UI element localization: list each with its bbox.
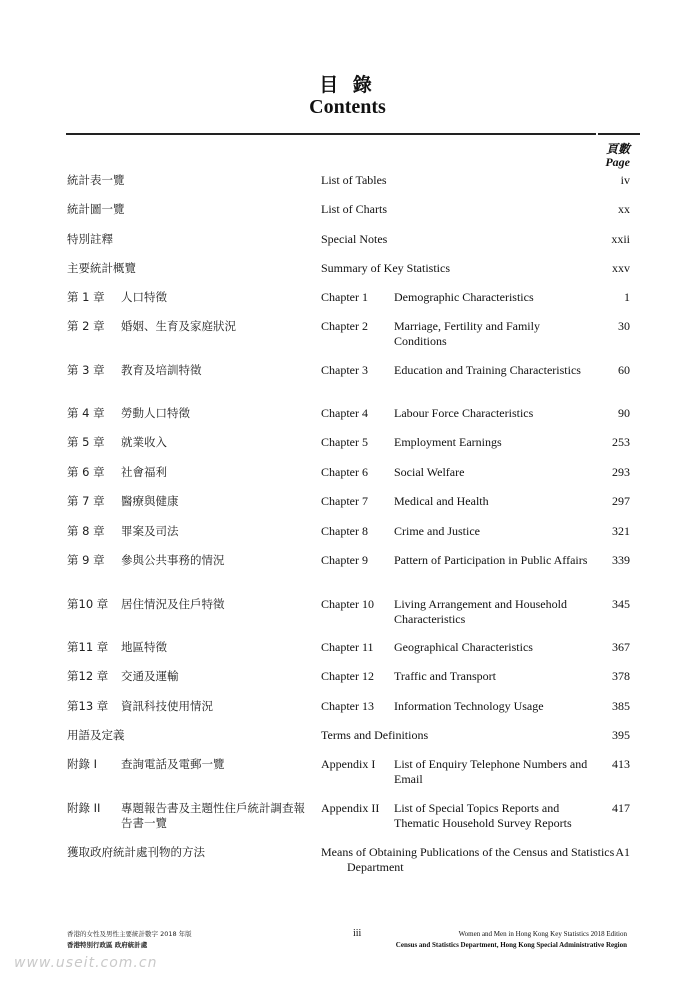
toc-chapter-en: Chapter 6 — [321, 465, 368, 479]
page-label-zh: 頁數 — [605, 142, 630, 156]
toc-title-en: Medical and Health — [394, 494, 489, 508]
toc-title-en: List of Tables — [321, 173, 387, 187]
toc-title-en: Summary of Key Statistics — [321, 261, 450, 275]
toc-chapter-zh: 第 2 章 — [67, 319, 105, 333]
toc-chapter-en: Chapter 1 — [321, 290, 368, 304]
toc-chapter-zh: 第10 章 — [67, 597, 109, 611]
toc-title-en: Demographic Characteristics — [394, 290, 534, 304]
toc-title-zh: 地區特徵 — [121, 640, 167, 654]
toc-chapter-zh: 第 9 章 — [67, 553, 105, 567]
toc-title-en: Labour Force Characteristics — [394, 406, 534, 420]
toc-title-zh: 統計圖一覽 — [67, 202, 125, 216]
toc-chapter-zh: 第 3 章 — [67, 363, 105, 377]
footer-right-line1: Women and Men in Hong Kong Key Statistics 2018 Edition — [458, 930, 627, 938]
toc-page-number: 321 — [612, 524, 630, 538]
toc-chapter-en: Chapter 13 — [321, 699, 374, 713]
toc-page-number: 367 — [612, 640, 630, 654]
toc-page-number: 30 — [618, 319, 630, 333]
toc-title-en: Geographical Characteristics — [394, 640, 533, 654]
header-rule — [66, 133, 596, 135]
toc-title-en: Marriage, Fertility and Family Conditions — [394, 319, 540, 348]
toc-title-en: Crime and Justice — [394, 524, 480, 538]
toc-title-zh: 專題報告書及主題性住戶統計調查報告書一覽 — [121, 801, 305, 830]
footer-left-line1: 香港的女性及男性主要統計數字 2018 年版 — [67, 930, 192, 938]
toc-chapter-en: Chapter 11 — [321, 640, 374, 654]
footer-page-number: iii — [353, 928, 362, 939]
toc-page-number: 385 — [612, 699, 630, 713]
toc-title-en: Living Arrangement and Household Characteristics — [394, 597, 567, 626]
toc-page-number: 345 — [612, 597, 630, 611]
toc-page-number: 293 — [612, 465, 630, 479]
page-label-en: Page — [605, 155, 630, 169]
title-en: Contents — [309, 96, 386, 118]
toc-chapter-zh: 第 8 章 — [67, 524, 105, 538]
toc-page-number: 253 — [612, 435, 630, 449]
toc-title-zh: 婚姻、生育及家庭狀況 — [121, 319, 236, 333]
toc-chapter-en: Chapter 2 — [321, 319, 368, 333]
toc-title-en: Education and Training Characteristics — [394, 363, 581, 377]
toc-chapter-en: Chapter 10 — [321, 597, 374, 611]
toc-title-en: Information Technology Usage — [394, 699, 544, 713]
toc-page-number: 90 — [618, 406, 630, 420]
toc-page-number: 417 — [612, 801, 630, 815]
toc-title-zh: 查詢電話及電郵一覽 — [121, 757, 225, 771]
toc-title-zh: 居住情況及住戶特徵 — [121, 597, 225, 611]
toc-title-en: Terms and Definitions — [321, 728, 429, 742]
toc-chapter-zh: 第 1 章 — [67, 290, 105, 304]
toc-title-zh: 教育及培訓特徵 — [121, 363, 202, 377]
toc-page-number: xxv — [612, 261, 630, 275]
toc-title-zh: 用語及定義 — [67, 728, 125, 742]
toc-title-zh: 主要統計概覽 — [67, 261, 136, 275]
page-column-rule — [598, 133, 640, 135]
toc-chapter-zh: 第 5 章 — [67, 435, 105, 449]
toc-chapter-en: Chapter 7 — [321, 494, 368, 508]
toc-page-number: xxii — [611, 232, 630, 246]
toc-chapter-zh: 附錄 I — [67, 757, 98, 771]
toc-page-number: 297 — [612, 494, 630, 508]
toc-chapter-zh: 第11 章 — [67, 640, 109, 654]
footer-right-line2: Census and Statistics Department, Hong Kong Special Administrative Region — [395, 941, 627, 949]
toc-chapter-en: Chapter 3 — [321, 363, 368, 377]
toc-chapter-en: Chapter 8 — [321, 524, 368, 538]
toc-chapter-zh: 附錄 II — [67, 801, 101, 815]
toc-title-en: Special Notes — [321, 232, 388, 246]
toc-title-en: List of Charts — [321, 202, 387, 216]
toc-title-en: List of Special Topics Reports and Thematic Household Survey Reports — [394, 801, 572, 830]
toc-title-zh: 參與公共事務的情況 — [121, 553, 225, 567]
toc-title-en: Traffic and Transport — [394, 669, 497, 683]
toc-page-number: 1 — [624, 290, 630, 304]
toc-chapter-en: Appendix II — [321, 801, 380, 815]
toc-page-number: xx — [618, 202, 630, 216]
toc-title-zh: 統計表一覽 — [67, 173, 125, 187]
toc-page-number: 60 — [618, 363, 630, 377]
toc-title-zh: 勞動人口特徵 — [121, 406, 190, 420]
toc-chapter-zh: 第 7 章 — [67, 494, 105, 508]
toc-chapter-zh: 第12 章 — [67, 669, 109, 683]
toc-title-zh: 交通及運輸 — [121, 669, 179, 683]
toc-title-zh: 醫療與健康 — [121, 494, 179, 508]
toc-title-zh: 資訊科技使用情況 — [121, 699, 213, 713]
toc-title-zh: 人口特徵 — [121, 290, 167, 304]
toc-page-number: 413 — [612, 757, 630, 771]
footer-left-line2: 香港特別行政區 政府統計處 — [67, 941, 148, 949]
toc-chapter-zh: 第 4 章 — [67, 406, 105, 420]
toc-title-en: Employment Earnings — [394, 435, 502, 449]
toc-title-zh: 社會福利 — [121, 465, 167, 479]
toc-chapter-en: Chapter 4 — [321, 406, 368, 420]
toc-chapter-en: Chapter 9 — [321, 553, 368, 567]
toc-chapter-en: Appendix I — [321, 757, 376, 771]
toc-chapter-zh: 第13 章 — [67, 699, 109, 713]
toc-title-en: List of Enquiry Telephone Numbers and Email — [394, 757, 588, 786]
toc-page-number: A1 — [615, 845, 630, 859]
title-zh: 目 錄 — [319, 74, 376, 96]
toc-chapter-zh: 第 6 章 — [67, 465, 105, 479]
toc-title-zh: 罪案及司法 — [121, 524, 179, 538]
toc-page-number: 339 — [612, 553, 630, 567]
toc-title-en: Means of Obtaining Publications of the Census and Statistics Department — [321, 845, 615, 874]
toc-title-zh: 獲取政府統計處刊物的方法 — [67, 845, 205, 859]
toc-page-number: iv — [620, 173, 630, 187]
toc-page-number: 395 — [612, 728, 630, 742]
toc-title-zh: 特別註釋 — [67, 232, 113, 246]
watermark: www.useit.com.cn — [14, 955, 158, 971]
toc-title-en: Pattern of Participation in Public Affairs — [394, 553, 588, 567]
toc-title-zh: 就業收入 — [121, 435, 167, 449]
toc-title-en: Social Welfare — [394, 465, 465, 479]
toc-page-number: 378 — [612, 669, 630, 683]
toc-chapter-en: Chapter 12 — [321, 669, 374, 683]
toc-chapter-en: Chapter 5 — [321, 435, 368, 449]
